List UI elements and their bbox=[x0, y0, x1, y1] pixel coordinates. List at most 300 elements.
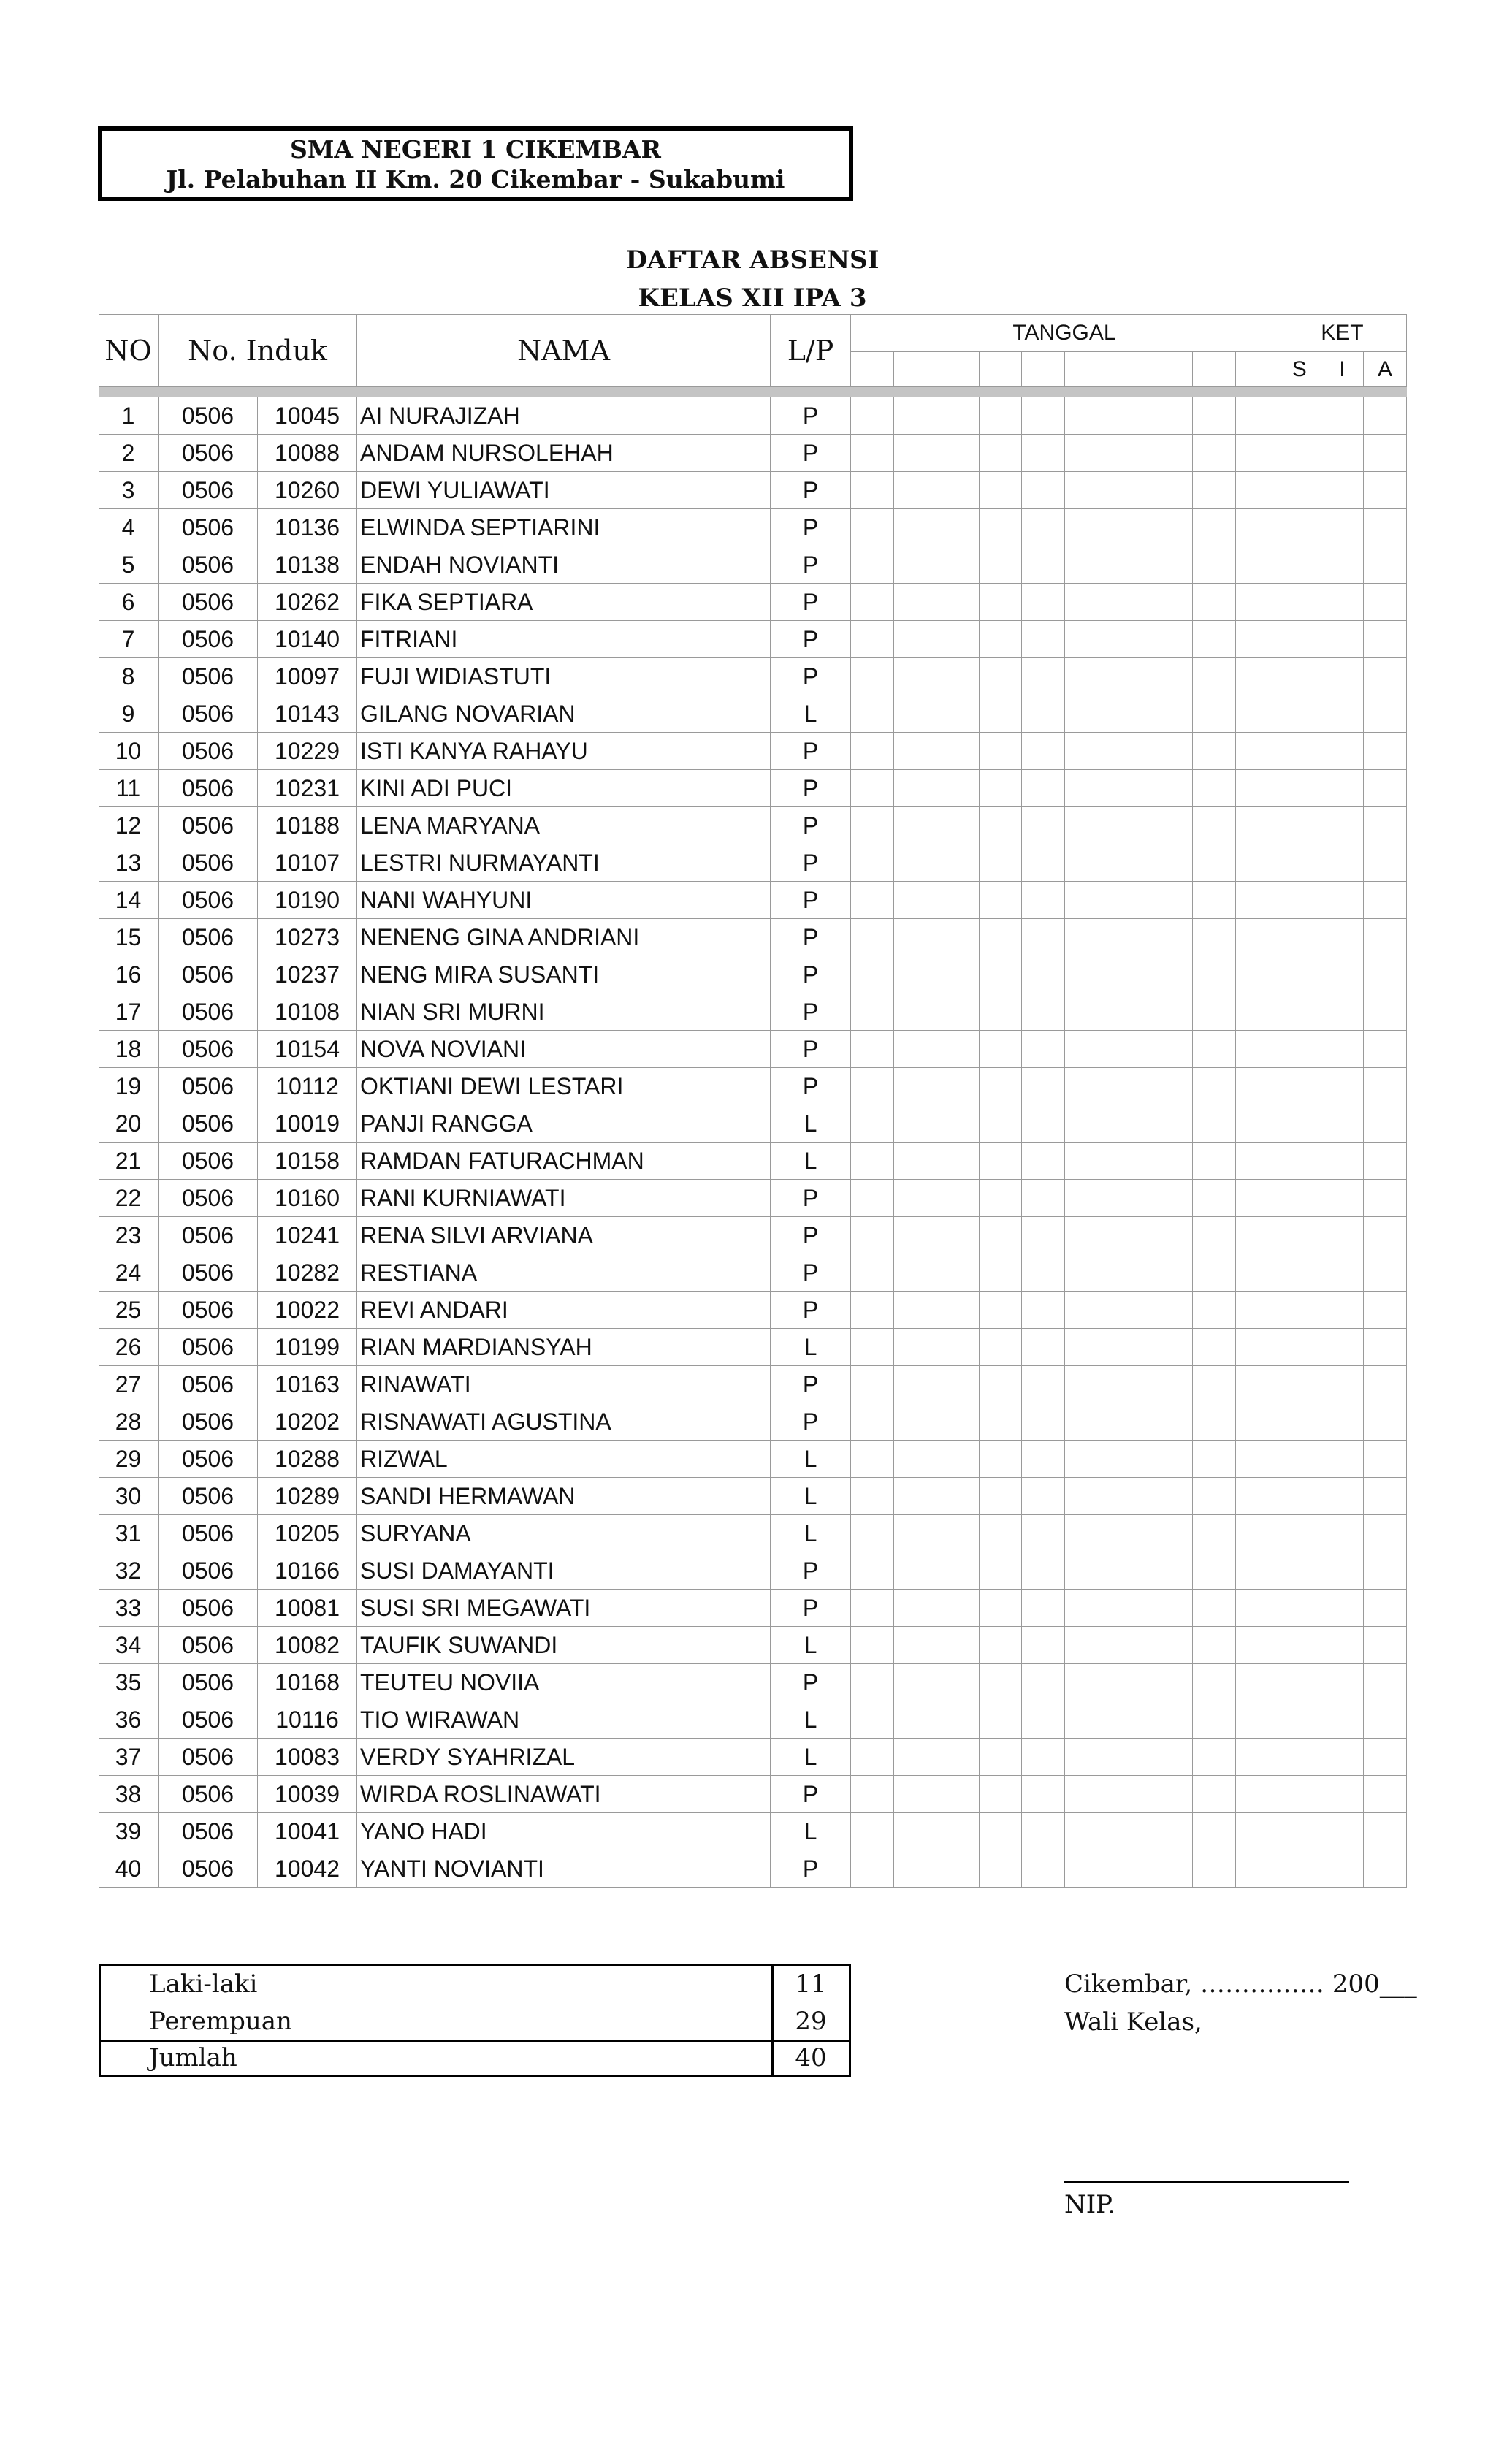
attendance-cell bbox=[851, 993, 894, 1031]
row-lp: P bbox=[771, 1403, 851, 1441]
row-induk-number: 10116 bbox=[258, 1701, 357, 1739]
attendance-cell bbox=[980, 1366, 1023, 1403]
attendance-cell bbox=[1150, 695, 1194, 733]
attendance-cell bbox=[1150, 1217, 1194, 1254]
attendance-cell bbox=[1236, 733, 1279, 770]
attendance-cell bbox=[936, 1664, 980, 1701]
row-nama: NENG MIRA SUSANTI bbox=[357, 956, 771, 993]
ket-cell bbox=[1364, 1180, 1407, 1217]
attendance-cell bbox=[851, 1366, 894, 1403]
row-no: 12 bbox=[99, 807, 159, 844]
attendance-cell bbox=[1150, 1143, 1194, 1180]
attendance-cell bbox=[894, 1180, 937, 1217]
attendance-cell bbox=[851, 1254, 894, 1292]
row-lp: P bbox=[771, 621, 851, 658]
row-lp: P bbox=[771, 1068, 851, 1105]
attendance-cell bbox=[1022, 397, 1065, 435]
attendance-cell bbox=[1107, 733, 1150, 770]
attendance-cell bbox=[1193, 1254, 1236, 1292]
attendance-cell bbox=[980, 993, 1023, 1031]
attendance-cell bbox=[1236, 509, 1279, 546]
row-no: 19 bbox=[99, 1068, 159, 1105]
attendance-cell bbox=[980, 695, 1023, 733]
ket-cell bbox=[1321, 1627, 1365, 1664]
attendance-cell bbox=[851, 1292, 894, 1329]
attendance-cell bbox=[936, 695, 980, 733]
female-count: 29 bbox=[795, 2007, 827, 2036]
ket-cell bbox=[1364, 1850, 1407, 1888]
row-induk-number: 10019 bbox=[258, 1105, 357, 1143]
attendance-cell bbox=[936, 1068, 980, 1105]
attendance-cell bbox=[851, 1403, 894, 1441]
attendance-cell bbox=[1236, 807, 1279, 844]
attendance-cell bbox=[1107, 807, 1150, 844]
attendance-cell bbox=[1107, 1441, 1150, 1478]
attendance-cell bbox=[936, 807, 980, 844]
ket-cell bbox=[1321, 1739, 1365, 1776]
ket-cell bbox=[1321, 770, 1365, 807]
attendance-cell bbox=[1107, 844, 1150, 882]
summary-row-female bbox=[101, 2003, 849, 2040]
attendance-cell bbox=[894, 1143, 937, 1180]
attendance-cell bbox=[980, 1441, 1023, 1478]
ket-cell bbox=[1321, 1552, 1365, 1590]
attendance-cell bbox=[894, 1627, 937, 1664]
ket-cell bbox=[1364, 509, 1407, 546]
header-date-slot bbox=[1107, 352, 1150, 387]
ket-cell bbox=[1321, 1366, 1365, 1403]
attendance-cell bbox=[1022, 882, 1065, 919]
row-nama: LENA MARYANA bbox=[357, 807, 771, 844]
attendance-cell bbox=[1065, 919, 1108, 956]
row-induk-prefix: 0506 bbox=[159, 807, 258, 844]
attendance-cell bbox=[1065, 658, 1108, 695]
attendance-cell bbox=[1150, 1776, 1194, 1813]
attendance-cell bbox=[894, 1403, 937, 1441]
row-no: 2 bbox=[99, 435, 159, 472]
attendance-cell bbox=[936, 1590, 980, 1627]
attendance-cell bbox=[894, 397, 937, 435]
row-induk-prefix: 0506 bbox=[159, 1366, 258, 1403]
attendance-cell bbox=[894, 1552, 937, 1590]
row-induk-number: 10158 bbox=[258, 1143, 357, 1180]
attendance-cell bbox=[851, 1813, 894, 1850]
ket-cell bbox=[1321, 1329, 1365, 1366]
attendance-cell bbox=[936, 509, 980, 546]
ket-cell bbox=[1278, 1850, 1321, 1888]
ket-cell bbox=[1364, 1627, 1407, 1664]
attendance-cell bbox=[980, 1254, 1023, 1292]
row-nama: RISNAWATI AGUSTINA bbox=[357, 1403, 771, 1441]
ket-cell bbox=[1321, 1850, 1365, 1888]
ket-cell bbox=[1364, 1366, 1407, 1403]
row-nama: RENA SILVI ARVIANA bbox=[357, 1217, 771, 1254]
attendance-cell bbox=[1193, 1105, 1236, 1143]
row-no: 15 bbox=[99, 919, 159, 956]
row-no: 23 bbox=[99, 1217, 159, 1254]
ket-cell bbox=[1364, 919, 1407, 956]
attendance-cell bbox=[1236, 584, 1279, 621]
attendance-cell bbox=[1150, 1180, 1194, 1217]
ket-cell bbox=[1364, 807, 1407, 844]
ket-cell bbox=[1321, 1143, 1365, 1180]
header-nama: NAMA bbox=[357, 314, 771, 387]
ket-cell bbox=[1321, 658, 1365, 695]
attendance-cell bbox=[894, 584, 937, 621]
summary-table bbox=[99, 1964, 851, 2077]
attendance-cell bbox=[1236, 770, 1279, 807]
attendance-cell bbox=[980, 733, 1023, 770]
attendance-cell bbox=[851, 1105, 894, 1143]
attendance-cell bbox=[1065, 1329, 1108, 1366]
ket-cell bbox=[1364, 472, 1407, 509]
attendance-cell bbox=[936, 1254, 980, 1292]
attendance-cell bbox=[936, 546, 980, 584]
row-lp: P bbox=[771, 844, 851, 882]
row-lp: L bbox=[771, 1105, 851, 1143]
row-induk-number: 10289 bbox=[258, 1478, 357, 1515]
attendance-cell bbox=[980, 546, 1023, 584]
row-induk-prefix: 0506 bbox=[159, 472, 258, 509]
attendance-cell bbox=[1150, 1701, 1194, 1739]
row-induk-number: 10039 bbox=[258, 1776, 357, 1813]
row-induk-number: 10241 bbox=[258, 1217, 357, 1254]
attendance-cell bbox=[936, 1813, 980, 1850]
row-lp: P bbox=[771, 993, 851, 1031]
row-induk-number: 10160 bbox=[258, 1180, 357, 1217]
attendance-cell bbox=[1107, 546, 1150, 584]
attendance-cell bbox=[1107, 1366, 1150, 1403]
row-induk-number: 10082 bbox=[258, 1627, 357, 1664]
row-induk-number: 10237 bbox=[258, 956, 357, 993]
row-nama: REVI ANDARI bbox=[357, 1292, 771, 1329]
attendance-cell bbox=[851, 621, 894, 658]
ket-cell bbox=[1321, 1403, 1365, 1441]
row-induk-prefix: 0506 bbox=[159, 1478, 258, 1515]
attendance-cell bbox=[1107, 658, 1150, 695]
header-date-slot bbox=[1150, 352, 1194, 387]
row-induk-number: 10140 bbox=[258, 621, 357, 658]
attendance-cell bbox=[1065, 1552, 1108, 1590]
ket-cell bbox=[1321, 1105, 1365, 1143]
attendance-cell bbox=[851, 956, 894, 993]
attendance-cell bbox=[1022, 1068, 1065, 1105]
attendance-cell bbox=[1193, 1739, 1236, 1776]
attendance-cell bbox=[1022, 1478, 1065, 1515]
attendance-cell bbox=[1022, 1329, 1065, 1366]
attendance-cell bbox=[1022, 844, 1065, 882]
attendance-cell bbox=[1065, 397, 1108, 435]
row-induk-number: 10042 bbox=[258, 1850, 357, 1888]
row-induk-prefix: 0506 bbox=[159, 770, 258, 807]
row-lp: P bbox=[771, 807, 851, 844]
attendance-cell bbox=[1193, 546, 1236, 584]
ket-cell bbox=[1278, 658, 1321, 695]
row-lp: P bbox=[771, 1254, 851, 1292]
attendance-cell bbox=[1193, 621, 1236, 658]
row-nama: OKTIANI DEWI LESTARI bbox=[357, 1068, 771, 1105]
row-no: 9 bbox=[99, 695, 159, 733]
attendance-cell bbox=[936, 621, 980, 658]
attendance-cell bbox=[980, 658, 1023, 695]
attendance-cell bbox=[1236, 1552, 1279, 1590]
row-no: 8 bbox=[99, 658, 159, 695]
attendance-cell bbox=[1022, 1292, 1065, 1329]
ket-cell bbox=[1364, 1403, 1407, 1441]
ket-cell bbox=[1321, 1813, 1365, 1850]
attendance-cell bbox=[1107, 1590, 1150, 1627]
attendance-cell bbox=[1236, 1850, 1279, 1888]
ket-cell bbox=[1278, 695, 1321, 733]
attendance-cell bbox=[1065, 1031, 1108, 1068]
attendance-cell bbox=[1150, 397, 1194, 435]
ket-cell bbox=[1364, 435, 1407, 472]
row-induk-prefix: 0506 bbox=[159, 695, 258, 733]
ket-cell bbox=[1278, 1664, 1321, 1701]
attendance-cell bbox=[1193, 1590, 1236, 1627]
attendance-cell bbox=[1065, 1143, 1108, 1180]
row-nama: ANDAM NURSOLEHAH bbox=[357, 435, 771, 472]
attendance-cell bbox=[1236, 1664, 1279, 1701]
attendance-cell bbox=[1022, 993, 1065, 1031]
header-no: NO bbox=[99, 314, 159, 387]
attendance-cell bbox=[894, 1813, 937, 1850]
attendance-cell bbox=[1065, 1478, 1108, 1515]
row-lp: P bbox=[771, 546, 851, 584]
attendance-cell bbox=[1150, 509, 1194, 546]
row-induk-prefix: 0506 bbox=[159, 993, 258, 1031]
ket-cell bbox=[1278, 1552, 1321, 1590]
header-date-slot bbox=[894, 352, 937, 387]
row-no: 38 bbox=[99, 1776, 159, 1813]
attendance-cell bbox=[936, 1701, 980, 1739]
attendance-cell bbox=[1236, 546, 1279, 584]
attendance-cell bbox=[1150, 733, 1194, 770]
row-induk-number: 10188 bbox=[258, 807, 357, 844]
row-no: 14 bbox=[99, 882, 159, 919]
row-no: 31 bbox=[99, 1515, 159, 1552]
attendance-cell bbox=[1193, 1776, 1236, 1813]
row-induk-prefix: 0506 bbox=[159, 882, 258, 919]
row-no: 10 bbox=[99, 733, 159, 770]
attendance-cell bbox=[936, 1850, 980, 1888]
row-lp: P bbox=[771, 1366, 851, 1403]
attendance-cell bbox=[1107, 1143, 1150, 1180]
attendance-cell bbox=[1107, 1813, 1150, 1850]
row-lp: P bbox=[771, 1217, 851, 1254]
ket-cell bbox=[1321, 1217, 1365, 1254]
attendance-cell bbox=[1150, 621, 1194, 658]
row-induk-number: 10022 bbox=[258, 1292, 357, 1329]
ket-cell bbox=[1321, 844, 1365, 882]
attendance-cell bbox=[1065, 1254, 1108, 1292]
row-nama: SUSI SRI MEGAWATI bbox=[357, 1590, 771, 1627]
attendance-cell bbox=[1065, 733, 1108, 770]
attendance-cell bbox=[894, 658, 937, 695]
ket-cell bbox=[1278, 621, 1321, 658]
attendance-cell bbox=[1107, 993, 1150, 1031]
attendance-cell bbox=[894, 621, 937, 658]
header-tanggal: TANGGAL bbox=[851, 314, 1278, 352]
row-induk-number: 10081 bbox=[258, 1590, 357, 1627]
attendance-cell bbox=[1065, 1813, 1108, 1850]
attendance-cell bbox=[1022, 956, 1065, 993]
attendance-cell bbox=[1065, 509, 1108, 546]
attendance-cell bbox=[1107, 1701, 1150, 1739]
ket-cell bbox=[1321, 397, 1365, 435]
ket-cell bbox=[1278, 584, 1321, 621]
row-no: 32 bbox=[99, 1552, 159, 1590]
attendance-cell bbox=[851, 1068, 894, 1105]
total-count: 40 bbox=[795, 2043, 827, 2072]
attendance-cell bbox=[1107, 1105, 1150, 1143]
school-address: Jl. Pelabuhan II Km. 20 Cikembar - Sukabumi bbox=[166, 165, 785, 194]
row-lp: P bbox=[771, 1180, 851, 1217]
row-no: 7 bbox=[99, 621, 159, 658]
attendance-cell bbox=[1065, 807, 1108, 844]
ket-cell bbox=[1278, 509, 1321, 546]
attendance-cell bbox=[936, 435, 980, 472]
attendance-cell bbox=[1107, 1031, 1150, 1068]
attendance-cell bbox=[1150, 1590, 1194, 1627]
row-nama: KINI ADI PUCI bbox=[357, 770, 771, 807]
row-induk-prefix: 0506 bbox=[159, 509, 258, 546]
attendance-cell bbox=[1193, 695, 1236, 733]
attendance-cell bbox=[936, 472, 980, 509]
ket-cell bbox=[1321, 1441, 1365, 1478]
ket-cell bbox=[1321, 1292, 1365, 1329]
attendance-cell bbox=[851, 695, 894, 733]
row-nama: RAMDAN FATURACHMAN bbox=[357, 1143, 771, 1180]
attendance-cell bbox=[1150, 584, 1194, 621]
attendance-cell bbox=[1193, 1515, 1236, 1552]
ket-cell bbox=[1321, 1590, 1365, 1627]
attendance-cell bbox=[851, 397, 894, 435]
row-induk-prefix: 0506 bbox=[159, 621, 258, 658]
attendance-cell bbox=[894, 807, 937, 844]
male-label: Laki-laki bbox=[149, 1969, 258, 1999]
attendance-cell bbox=[1236, 1292, 1279, 1329]
attendance-cell bbox=[1150, 435, 1194, 472]
attendance-cell bbox=[894, 956, 937, 993]
attendance-cell bbox=[1022, 1143, 1065, 1180]
row-induk-prefix: 0506 bbox=[159, 919, 258, 956]
attendance-cell bbox=[1107, 1329, 1150, 1366]
attendance-cell bbox=[1150, 1105, 1194, 1143]
row-nama: NANI WAHYUNI bbox=[357, 882, 771, 919]
attendance-cell bbox=[1107, 1403, 1150, 1441]
row-lp: L bbox=[771, 695, 851, 733]
attendance-cell bbox=[1236, 919, 1279, 956]
row-nama: NIAN SRI MURNI bbox=[357, 993, 771, 1031]
ket-cell bbox=[1364, 1105, 1407, 1143]
ket-cell bbox=[1278, 733, 1321, 770]
row-induk-number: 10273 bbox=[258, 919, 357, 956]
row-induk-prefix: 0506 bbox=[159, 658, 258, 695]
row-nama: RIZWAL bbox=[357, 1441, 771, 1478]
attendance-cell bbox=[936, 1366, 980, 1403]
attendance-cell bbox=[1193, 956, 1236, 993]
ket-cell bbox=[1321, 882, 1365, 919]
attendance-cell bbox=[1022, 509, 1065, 546]
row-lp: P bbox=[771, 1031, 851, 1068]
row-no: 16 bbox=[99, 956, 159, 993]
attendance-cell bbox=[894, 733, 937, 770]
attendance-cell bbox=[894, 1776, 937, 1813]
row-nama: RIAN MARDIANSYAH bbox=[357, 1329, 771, 1366]
attendance-cell bbox=[936, 919, 980, 956]
ket-cell bbox=[1278, 1217, 1321, 1254]
attendance-cell bbox=[894, 1664, 937, 1701]
attendance-cell bbox=[1107, 882, 1150, 919]
row-induk-number: 10107 bbox=[258, 844, 357, 882]
row-nama: YANTI NOVIANTI bbox=[357, 1850, 771, 1888]
attendance-cell bbox=[1193, 509, 1236, 546]
attendance-cell bbox=[980, 1180, 1023, 1217]
ket-cell bbox=[1364, 1441, 1407, 1478]
row-induk-prefix: 0506 bbox=[159, 397, 258, 435]
attendance-cell bbox=[1236, 1590, 1279, 1627]
header-lp: L/P bbox=[771, 314, 851, 387]
attendance-cell bbox=[1107, 1068, 1150, 1105]
row-lp: P bbox=[771, 1292, 851, 1329]
attendance-cell bbox=[851, 1590, 894, 1627]
attendance-cell bbox=[894, 509, 937, 546]
attendance-cell bbox=[1150, 1552, 1194, 1590]
attendance-cell bbox=[1193, 1441, 1236, 1478]
attendance-cell bbox=[1022, 546, 1065, 584]
attendance-cell bbox=[851, 1217, 894, 1254]
attendance-cell bbox=[1107, 1515, 1150, 1552]
ket-cell bbox=[1321, 1664, 1365, 1701]
header-date-slot bbox=[980, 352, 1023, 387]
total-label: Jumlah bbox=[149, 2043, 237, 2072]
attendance-cell bbox=[1065, 435, 1108, 472]
ket-cell bbox=[1321, 956, 1365, 993]
ket-cell bbox=[1278, 1701, 1321, 1739]
row-nama: RANI KURNIAWATI bbox=[357, 1180, 771, 1217]
row-lp: P bbox=[771, 1552, 851, 1590]
school-header-box bbox=[98, 126, 853, 201]
attendance-cell bbox=[1193, 807, 1236, 844]
row-nama: SURYANA bbox=[357, 1515, 771, 1552]
attendance-cell bbox=[1193, 472, 1236, 509]
attendance-cell bbox=[980, 807, 1023, 844]
attendance-cell bbox=[1107, 1254, 1150, 1292]
attendance-cell bbox=[1193, 435, 1236, 472]
row-nama: YANO HADI bbox=[357, 1813, 771, 1850]
attendance-cell bbox=[1065, 993, 1108, 1031]
ket-cell bbox=[1364, 695, 1407, 733]
row-lp: L bbox=[771, 1701, 851, 1739]
attendance-cell bbox=[894, 844, 937, 882]
attendance-cell bbox=[851, 919, 894, 956]
row-nama: NOVA NOVIANI bbox=[357, 1031, 771, 1068]
ket-cell bbox=[1278, 397, 1321, 435]
ket-cell bbox=[1364, 1701, 1407, 1739]
attendance-cell bbox=[1193, 1068, 1236, 1105]
attendance-cell bbox=[1065, 1068, 1108, 1105]
row-induk-prefix: 0506 bbox=[159, 1664, 258, 1701]
row-no: 27 bbox=[99, 1366, 159, 1403]
row-lp: P bbox=[771, 1664, 851, 1701]
attendance-cell bbox=[1150, 472, 1194, 509]
attendance-cell bbox=[851, 1143, 894, 1180]
row-no: 34 bbox=[99, 1627, 159, 1664]
attendance-cell bbox=[851, 1776, 894, 1813]
attendance-cell bbox=[894, 993, 937, 1031]
attendance-cell bbox=[1065, 1627, 1108, 1664]
